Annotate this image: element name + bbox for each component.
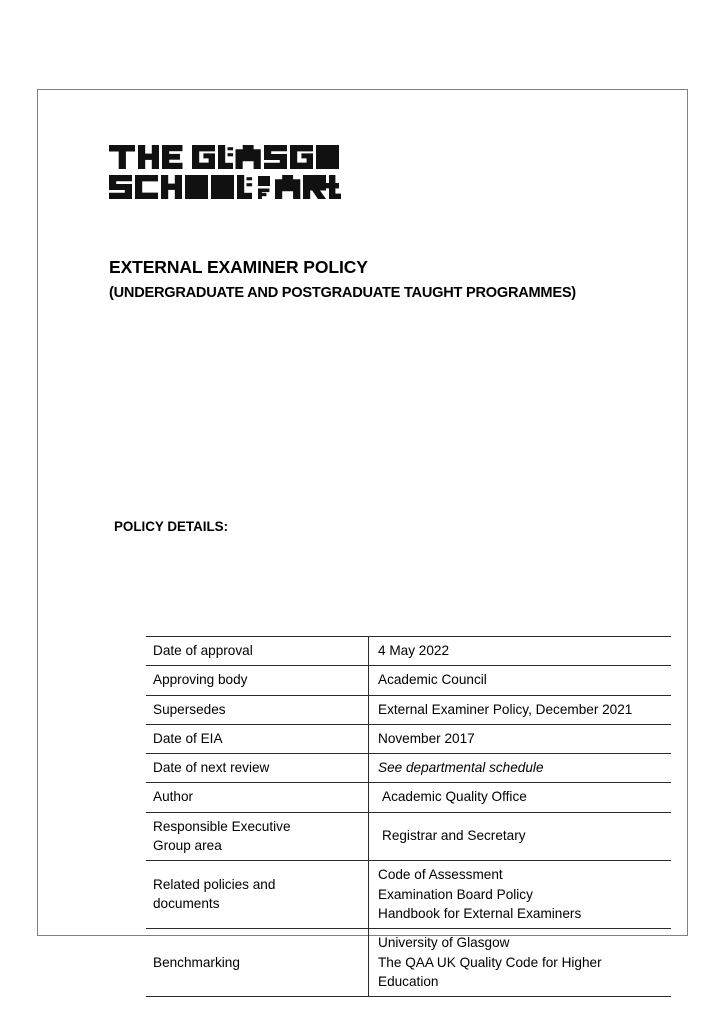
- table-row-value: [369, 929, 672, 997]
- table-row-label: Date of next review: [146, 754, 369, 783]
- table-row-value: [369, 695, 672, 724]
- page-subtitle: (UNDERGRADUATE AND POSTGRADUATE TAUGHT PROGRAMMES): [109, 285, 576, 301]
- table-cell-line: Academic Quality Office: [382, 789, 527, 805]
- table-cell-line: November 2017: [378, 730, 475, 746]
- table-row: [146, 666, 671, 695]
- table-row: [146, 724, 671, 753]
- table-row: [146, 754, 671, 783]
- table-cell-line: External Examiner Policy, December 2021: [378, 701, 633, 717]
- table-cell-line: Examination Board Policy: [378, 886, 533, 902]
- table-row-value: [369, 783, 672, 812]
- page-title: EXTERNAL EXAMINER POLICY: [109, 257, 368, 277]
- table-row-label: Approving body: [146, 666, 369, 695]
- table-cell-line: Registrar and Secretary: [382, 828, 526, 844]
- table-cell-line: Handbook for External Examiners: [378, 905, 582, 921]
- table-cell-line: documents: [153, 896, 220, 912]
- table-row-label: [146, 812, 369, 861]
- table-row-label: Supersedes: [146, 695, 369, 724]
- table-row: [146, 695, 671, 724]
- table-row-value: [369, 724, 672, 753]
- table-cell-line: Code of Assessment: [378, 867, 503, 883]
- table-row-value: [369, 637, 672, 666]
- table-row-value: [369, 812, 672, 861]
- table-row: [146, 637, 671, 666]
- table-row-value: [369, 666, 672, 695]
- table-row-label: Author: [146, 783, 369, 812]
- policy-details-table-body: [146, 637, 671, 997]
- table-row: [146, 812, 671, 861]
- table-row-label: Date of approval: [146, 637, 369, 666]
- document-page: [37, 89, 688, 989]
- policy-details-table-wrap: [146, 636, 671, 997]
- table-cell-line: University of Glasgow: [378, 935, 510, 951]
- table-cell-line: Group area: [153, 838, 222, 854]
- policy-details-heading: POLICY DETAILS:: [114, 519, 229, 534]
- table-cell-line: The QAA UK Quality Code for Higher: [378, 954, 602, 970]
- table-cell-line: Related policies and: [153, 877, 276, 893]
- table-row: [146, 929, 671, 997]
- table-row-label: Date of EIA: [146, 724, 369, 753]
- table-row-value: [369, 861, 672, 929]
- table-cell-line: 4 May 2022: [378, 643, 450, 658]
- table-row-label: [146, 861, 369, 929]
- table-cell-line: Education: [378, 973, 439, 989]
- document-content: [109, 145, 649, 303]
- table-row: [146, 861, 671, 929]
- table-cell-line: See departmental schedule: [378, 760, 544, 776]
- table-cell-line: Responsible Executive: [153, 818, 291, 834]
- the-glasgow-school-of-art-logo: [109, 145, 341, 201]
- table-row-value: [369, 754, 672, 783]
- table-cell-line: Academic Council: [378, 672, 487, 688]
- table-row-label: Benchmarking: [146, 929, 369, 997]
- table-row: [146, 783, 671, 812]
- policy-details-table: [146, 636, 671, 997]
